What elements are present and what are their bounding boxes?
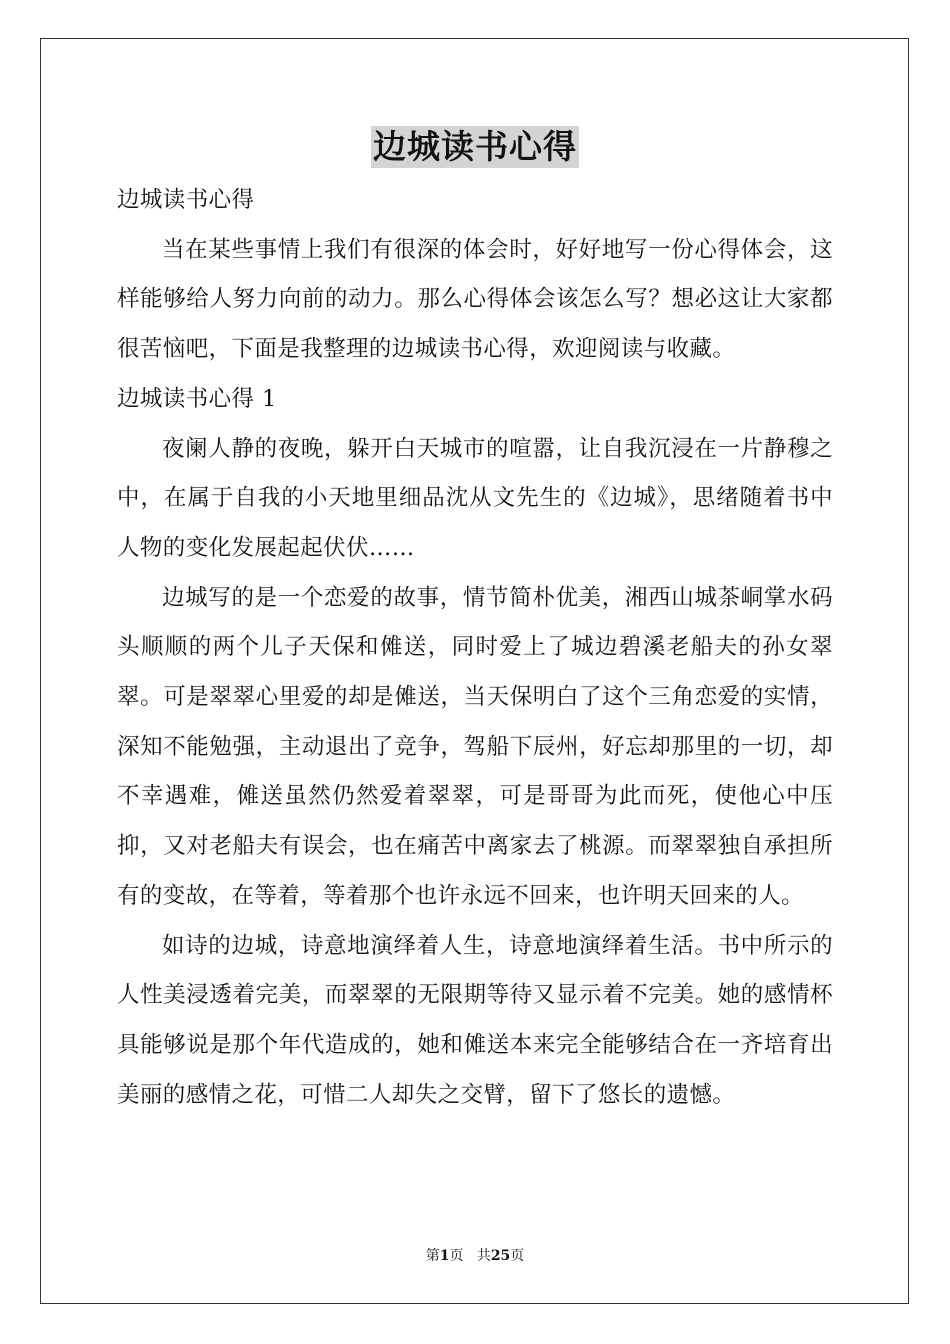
paragraph: 边城读书心得 bbox=[117, 187, 255, 213]
paragraph: 当在某些事情上我们有很深的体会时，好好地写一份心得体会，这样能够给人努力向前的动力。那么心得体会该怎么写？想必这让大家都很苦恼吧，下面是我整理的边城读书心得，欢迎阅读与收藏。 bbox=[117, 236, 833, 363]
section-heading: 边城读书心得 1 bbox=[117, 385, 277, 412]
paragraph: 边城写的是一个恋爱的故事，情节简朴优美，湘西山城茶峒掌水码头顺顺的两个儿子天保和傩送，同时爱上了城边碧溪老船夫的孙女翠翠。可是翠翠心里爱的却是傩送，当天保明白了这个三角恋爱的实情，深知不能勉强，主动退出了竞争，驾船下辰州，好忘却那里的一切，却不幸遇难，傩送虽然仍然爱着翠翠，可是哥哥为此而死，使他心中压抑，又对老船夫有误会，也在痛苦中离家去了桃源。而翠翠独自承担所有的变故，在等着，等着那个也许永远不回来，也许明天回来的人。 bbox=[117, 584, 833, 909]
title-container bbox=[0, 126, 950, 168]
page-label-suffix: 页 bbox=[449, 1248, 464, 1264]
page-number: 1 bbox=[439, 1248, 450, 1264]
page-label-prefix: 第 bbox=[425, 1248, 440, 1264]
total-pages: 25 bbox=[490, 1248, 511, 1264]
total-label-suffix: 页 bbox=[510, 1248, 525, 1264]
page-footer bbox=[0, 1246, 950, 1266]
document-body bbox=[117, 176, 833, 1120]
document-title: 边城读书心得 bbox=[373, 127, 577, 166]
total-label-prefix: 共 bbox=[476, 1248, 491, 1264]
paragraph: 如诗的边城，诗意地演绎着人生，诗意地演绎着生活。书中所示的人性美浸透着完美，而翠翠的无限期等待又显示着不完美。她的感情杯具能够说是那个年代造成的，她和傩送本来完全能够结合在一齐培育出美丽的感情之花，可惜二人却失之交臂，留下了悠长的遗憾。 bbox=[117, 932, 833, 1108]
paragraph: 夜阑人静的夜晚，躲开白天城市的喧嚣，让自我沉浸在一片静穆之中，在属于自我的小天地里细品沈从文先生的《边城》，思绪随着书中人物的变化发展起起伏伏…… bbox=[117, 435, 833, 561]
